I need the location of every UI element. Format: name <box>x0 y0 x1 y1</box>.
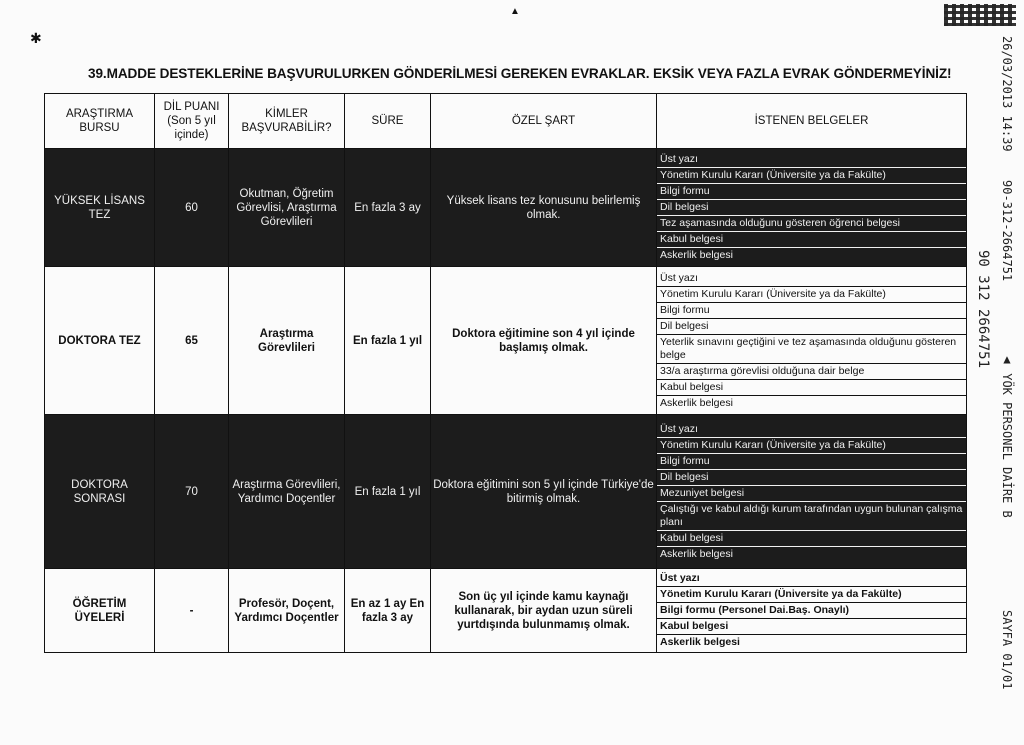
cell-sure: En az 1 ay En fazla 3 ay <box>345 569 431 653</box>
header-belgeler: İSTENEN BELGELER <box>657 94 967 149</box>
doc-item: Mezuniyet belgesi <box>657 486 966 502</box>
triangle-mark-icon: ▲ <box>510 6 520 17</box>
doc-item: Bilgi formu <box>657 454 966 470</box>
cell-bursu: DOKTORA SONRASI <box>45 415 155 569</box>
header-dil-puani: DİL PUANI (Son 5 yıl içinde) <box>155 94 229 149</box>
fax-page: SAYFA 01/01 <box>1000 610 1014 690</box>
fax-sender: ▲ YÖK PERSONEL DAİRE B <box>1000 352 1014 518</box>
ink-blot-icon: ✱ <box>30 30 42 46</box>
doc-item: Bilgi formu (Personel Dai.Baş. Onaylı) <box>657 603 966 619</box>
doc-item: Yönetim Kurulu Kararı (Üniversite ya da Fakülte) <box>657 168 966 184</box>
cell-dil-puani: 60 <box>155 149 229 267</box>
doc-item: Yönetim Kurulu Kararı (Üniversite ya da Fakülte) <box>657 287 966 303</box>
cell-dil-puani: - <box>155 569 229 653</box>
cell-sure: En fazla 1 yıl <box>345 267 431 415</box>
doc-item: 33/a araştırma görevlisi olduğuna dair belge <box>657 364 966 380</box>
cell-dil-puani: 70 <box>155 415 229 569</box>
doc-item: Üst yazı <box>657 422 966 438</box>
doc-item: Kabul belgesi <box>657 531 966 547</box>
cell-docs <box>657 569 967 653</box>
table-row <box>45 569 967 653</box>
doc-item: Kabul belgesi <box>657 380 966 396</box>
cell-kimler: Araştırma Görevlileri <box>229 267 345 415</box>
header-bursu: ARAŞTIRMA BURSU <box>45 94 155 149</box>
doc-item: Çalıştığı ve kabul aldığı kurum tarafından uygun bulunan çalışma planı <box>657 502 966 531</box>
doc-item: Bilgi formu <box>657 184 966 200</box>
doc-item: Üst yazı <box>657 152 966 168</box>
doc-item: Askerlik belgesi <box>657 547 966 562</box>
doc-item: Askerlik belgesi <box>657 396 966 411</box>
header-kimler: KİMLER BAŞVURABİLİR? <box>229 94 345 149</box>
doc-item: Dil belgesi <box>657 200 966 216</box>
doc-item: Bilgi formu <box>657 303 966 319</box>
table-row <box>45 267 967 415</box>
cell-kimler: Profesör, Doçent, Yardımcı Doçentler <box>229 569 345 653</box>
cell-ozel-sart: Yüksek lisans tez konusunu belirlemiş olmak. <box>431 149 657 267</box>
fax-timestamp: 26/03/2013 14:39 <box>1000 36 1014 152</box>
header-sure: SÜRE <box>345 94 431 149</box>
barcode-icon <box>944 4 1016 26</box>
cell-ozel-sart: Doktora eğitimini son 5 yıl içinde Türkiye'de bitirmiş olmak. <box>431 415 657 569</box>
table-row <box>45 149 967 267</box>
cell-kimler: Okutman, Öğretim Görevlisi, Araştırma Görevlileri <box>229 149 345 267</box>
fax-handwritten-number: 90 312 2664751 <box>975 250 991 369</box>
header-row <box>45 94 967 149</box>
doc-item: Askerlik belgesi <box>657 248 966 263</box>
doc-item: Dil belgesi <box>657 319 966 335</box>
cell-sure: En fazla 3 ay <box>345 149 431 267</box>
cell-docs <box>657 415 967 569</box>
cell-bursu: ÖĞRETİM ÜYELERİ <box>45 569 155 653</box>
fax-number: 90-312-2664751 <box>1000 180 1014 282</box>
doc-item: Üst yazı <box>657 271 966 287</box>
documents-table <box>44 93 967 653</box>
doc-item: Askerlik belgesi <box>657 635 966 650</box>
document-title: 39.MADDE DESTEKLERİNE BAŞVURULURKEN GÖNDERİLMESİ GEREKEN EVRAKLAR. EKSİK VEYA FAZLA EVRAK GÖNDERMEYİNİZ! <box>88 66 952 81</box>
cell-sure: En fazla 1 yıl <box>345 415 431 569</box>
table-row <box>45 415 967 569</box>
cell-docs <box>657 149 967 267</box>
cell-ozel-sart: Doktora eğitimine son 4 yıl içinde başlamış olmak. <box>431 267 657 415</box>
header-ozel-sart: ÖZEL ŞART <box>431 94 657 149</box>
doc-item: Yeterlik sınavını geçtiğini ve tez aşamasında olduğunu gösteren belge <box>657 335 966 364</box>
cell-docs <box>657 267 967 415</box>
doc-item: Yönetim Kurulu Kararı (Üniversite ya da Fakülte) <box>657 587 966 603</box>
cell-ozel-sart: Son üç yıl içinde kamu kaynağı kullanarak, bir aydan uzun süreli yurtdışında bulunmamış olmak. <box>431 569 657 653</box>
doc-item: Kabul belgesi <box>657 232 966 248</box>
doc-item: Tez aşamasında olduğunu gösteren öğrenci belgesi <box>657 216 966 232</box>
cell-bursu: YÜKSEK LİSANS TEZ <box>45 149 155 267</box>
cell-kimler: Araştırma Görevlileri, Yardımcı Doçentler <box>229 415 345 569</box>
doc-item: Üst yazı <box>657 571 966 587</box>
cell-bursu: DOKTORA TEZ <box>45 267 155 415</box>
cell-dil-puani: 65 <box>155 267 229 415</box>
doc-item: Yönetim Kurulu Kararı (Üniversite ya da Fakülte) <box>657 438 966 454</box>
doc-item: Kabul belgesi <box>657 619 966 635</box>
doc-item: Dil belgesi <box>657 470 966 486</box>
